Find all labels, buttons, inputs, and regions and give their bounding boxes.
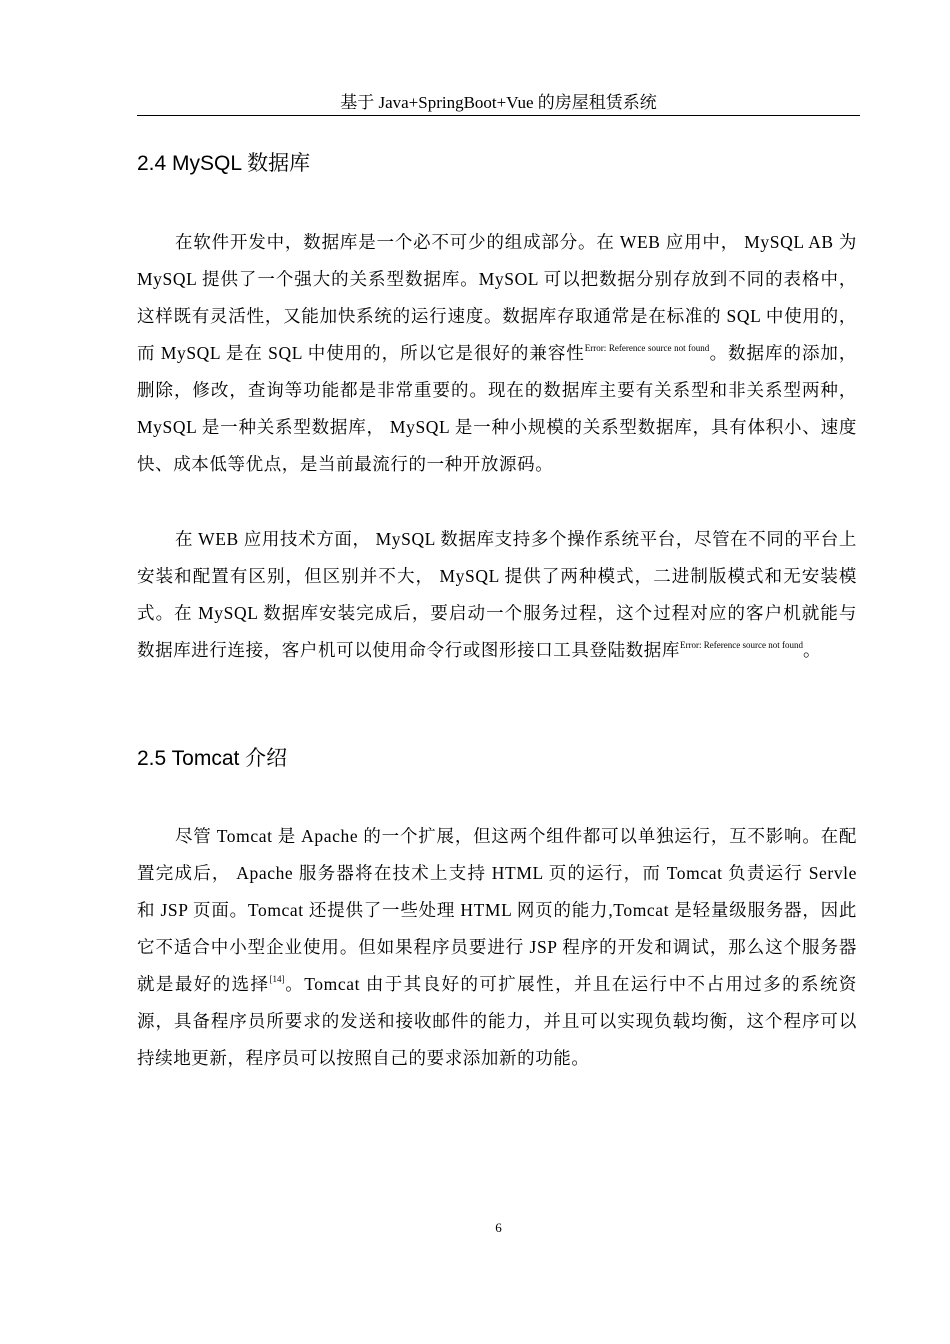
section-heading-tomcat: 2.5 Tomcat 介绍 bbox=[137, 747, 288, 770]
paragraph-text: 。 bbox=[802, 640, 822, 660]
page-number: 6 bbox=[495, 1220, 502, 1235]
running-header: 基于 Java+SpringBoot+Vue 的房屋租赁系统 bbox=[340, 93, 657, 112]
paragraph-mysql-web bbox=[137, 521, 857, 669]
header-divider bbox=[137, 115, 860, 116]
paragraph-text: 。数据库的添加，删除，修改，查询等功能都是非常重要的。现在的数据库主要有关系型和非关系型两种， MySQL 是一种关系型数据库， MySQL 是一种小规模的关系型数据库，具有体积小、速度快、成本低等优点，是当前最流行的一种开放源码。 bbox=[137, 343, 857, 474]
paragraph-mysql-intro bbox=[137, 224, 857, 483]
paragraph-tomcat-intro bbox=[137, 818, 857, 1077]
citation-ref: [14] bbox=[269, 974, 285, 984]
paragraph-text: 在软件开发中，数据库是一个必不可少的组成部分。在 WEB 应用中， MySQL AB 为 MySQL 提供了一个强大的关系型数据库。MySOL 可以把数据分别存放到不同的表格中，这样既有灵活性，又能加快系统的运行速度。数据库存取通常是在标准的 SQL 中使用的，而 MySQL 是在 SQL 中使用的，所以它是很好的兼容性 bbox=[137, 232, 857, 363]
section-heading-mysql: 2.4 MySQL 数据库 bbox=[137, 152, 311, 175]
paragraph-text: 。Tomcat 由于其良好的可扩展性，并且在运行中不占用过多的系统资源，具备程序员所要求的发送和接收邮件的能力，并且可以实现负载均衡，这个程序可以持续地更新，程序员可以按照自己的要求添加新的功能。 bbox=[137, 974, 858, 1068]
citation-error-ref: Error: Reference source not found bbox=[680, 640, 803, 650]
paragraph-text: 在 WEB 应用技术方面， MySQL 数据库支持多个操作系统平台，尽管在不同的平台上安装和配置有区别，但区别并不大， MySQL 提供了两种模式，二进制版模式和无安装模式。在 MySQL 数据库安装完成后，要启动一个服务过程，这个过程对应的客户机就能与数据库进行连接，客户机可以使用命令行或图形接口工具登陆数据库 bbox=[137, 529, 857, 660]
paragraph-text: 尽管 Tomcat 是 Apache 的一个扩展，但这两个组件都可以单独运行，互不影响。在配置完成后， Apache 服务器将在技术上支持 HTML 页的运行，而 Tomcat 负责运行 Servle 和 JSP 页面。Tomcat 还提供了一些处理 HTML 网页的能力,Tomcat 是轻量级服务器，因此它不适合中小型企业使用。但如果程序员要进行 JSP 程序的开发和调试，那么这个服务器就是最好的选择 bbox=[137, 826, 857, 994]
citation-error-ref: Error: Reference source not found bbox=[584, 343, 710, 353]
